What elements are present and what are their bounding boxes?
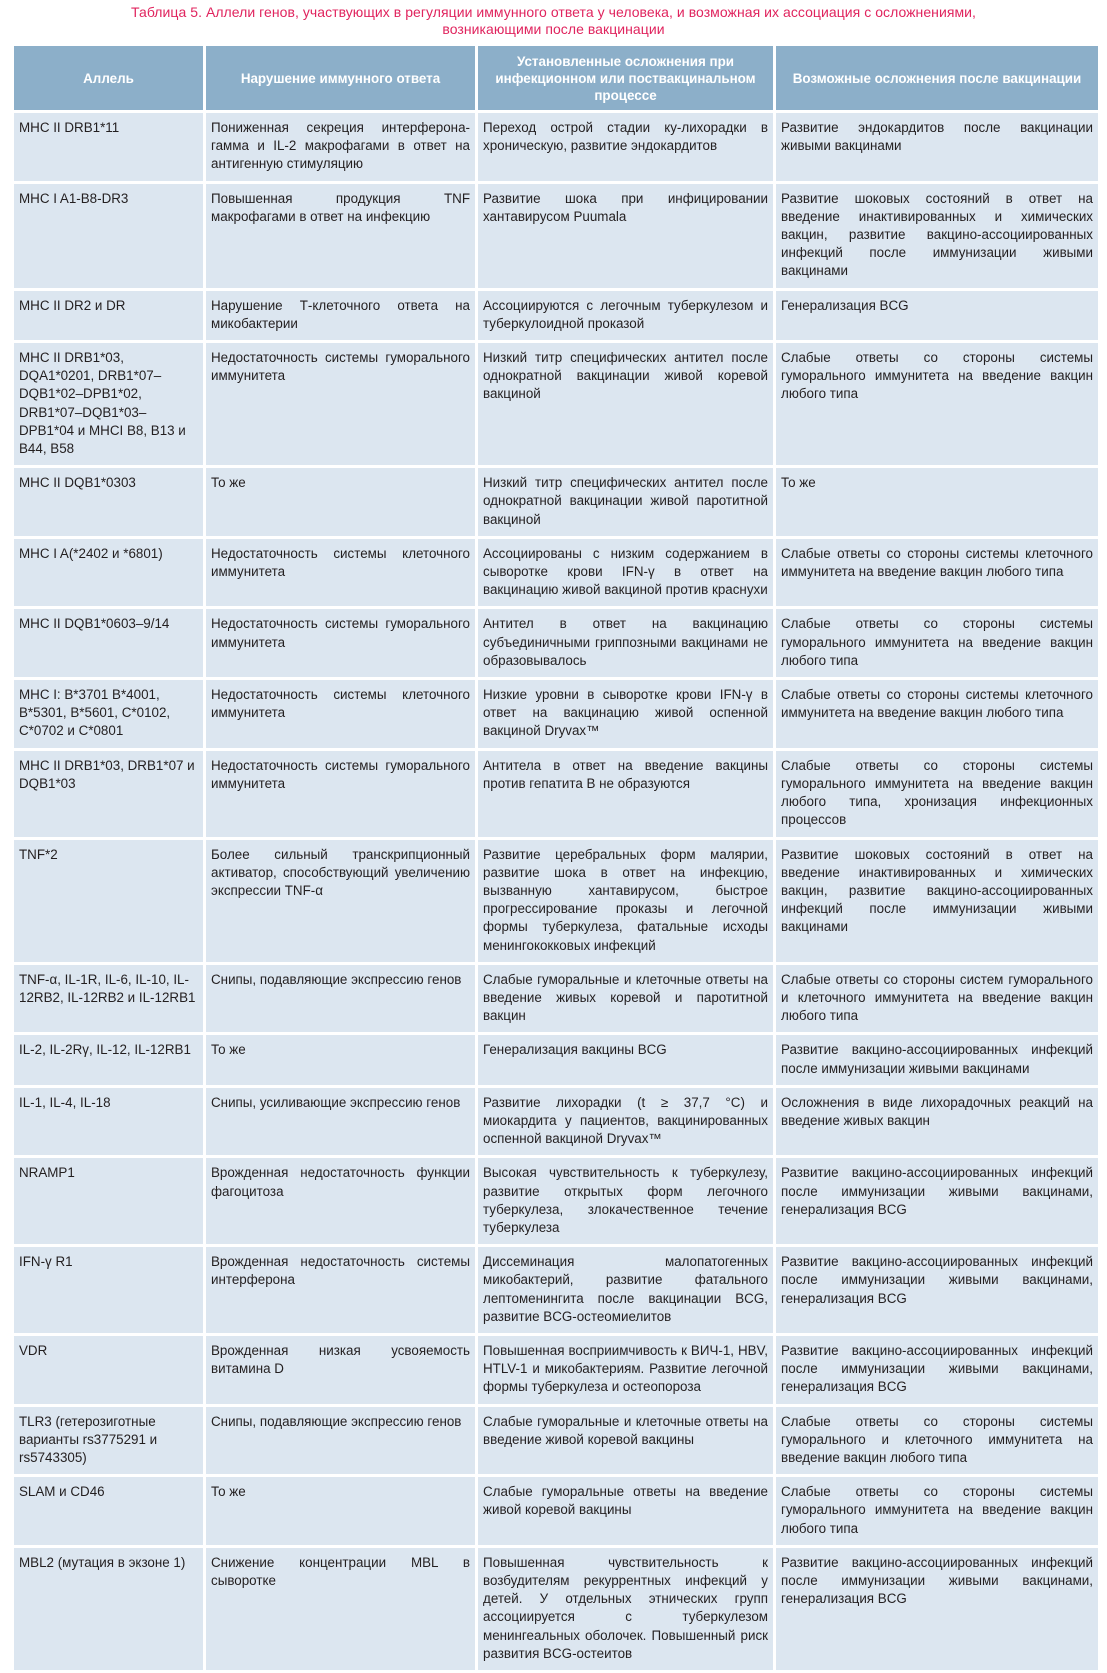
cell-allele: IL-2, IL-2Rγ, IL-12, IL-12RB1 <box>14 1035 203 1084</box>
cell-established: Слабые гуморальные и клеточные ответы на введение живых коревой и паротитной вакцин <box>478 965 773 1033</box>
cell-allele: MHC I A1-B8-DR3 <box>14 184 203 288</box>
cell-allele: TLR3 (гетерозиготные варианты rs3775291 и rs5743305) <box>14 1407 203 1475</box>
cell-established: Повышенная чувствительность к возбудителям рекуррентных инфекций у детей. У отдельных этнических групп ассоциируется с туберкулезом менингеальных оболочек. Повышенный риск развития BCG-остеитов <box>478 1548 773 1670</box>
cell-disorder: Врожденная недостаточность системы интерферона <box>206 1247 475 1333</box>
cell-disorder: Повышенная продукция TNF макрофагами в ответ на инфекцию <box>206 184 475 288</box>
header-possible-complications: Возможные осложнения после вакцинации <box>776 46 1098 110</box>
cell-possible: Осложнения в виде лихорадочных реакций на введение живых вакцин <box>776 1088 1098 1156</box>
caption-line-1: Таблица 5. Аллели генов, участвующих в регуляции иммунного ответа у человека, и возможная их ассоциация с осложнениями, <box>131 4 976 20</box>
alleles-table <box>11 43 1101 1673</box>
cell-disorder: Снипы, подавляющие экспрессию генов <box>206 965 475 1033</box>
cell-established: Развитие церебральных форм малярии, развитие шока в ответ на инфекцию, вызванную хантавирусом, быстрое прогрессирование проказы и легочной формы туберкулеза, фатальные исходы менингококковых инфекций <box>478 840 773 962</box>
cell-allele: NRAMP1 <box>14 1158 203 1244</box>
cell-possible: Развитие шоковых состояний в ответ на введение инактивированных и химических вакцин, развитие вакцино-ассоциированных инфекций после иммунизации живыми вакцинами <box>776 840 1098 962</box>
table-row <box>14 1088 1098 1156</box>
cell-established: Повышенная восприимчивость к ВИЧ-1, HBV, HTLV-1 и микобактериям. Развитие легочной формы туберкулеза и остеопороза <box>478 1336 773 1404</box>
cell-established: Слабые гуморальные ответы на введение живой коревой вакцины <box>478 1477 773 1545</box>
table-row <box>14 1247 1098 1333</box>
table-row <box>14 680 1098 748</box>
cell-disorder: Недостаточность системы гуморального иммунитета <box>206 751 475 837</box>
cell-disorder: Врожденная недостаточность функции фагоцитоза <box>206 1158 475 1244</box>
cell-possible: Слабые ответы со стороны системы клеточного иммунитета на введение вакцин любого типа <box>776 539 1098 607</box>
table-row <box>14 113 1098 181</box>
cell-allele: MHC II DQB1*0303 <box>14 468 203 536</box>
caption-line-2: возникающими после вакцинации <box>442 21 665 37</box>
cell-established: Диссеминация малопатогенных микобактерий, развитие фатального лептоменингита после вакцинации BCG, развитие BCG-остеомиелитов <box>478 1247 773 1333</box>
cell-possible: Развитие вакцино-ассоциированных инфекций после иммунизации живыми вакцинами, генерализация BCG <box>776 1158 1098 1244</box>
table-caption <box>0 4 1107 38</box>
alleles-table-container <box>14 46 1098 1673</box>
cell-allele: TNF*2 <box>14 840 203 962</box>
cell-possible: Развитие эндокардитов после вакцинации живыми вакцинами <box>776 113 1098 181</box>
cell-possible: Развитие вакцино-ассоциированных инфекций после иммунизации живыми вакцинами, генерализация BCG <box>776 1247 1098 1333</box>
cell-allele: MHC I: B*3701 B*4001, B*5301, B*5601, C*0102, C*0702 и C*0801 <box>14 680 203 748</box>
cell-disorder: Пониженная секреция интерферона-гамма и IL-2 макрофагами в ответ на антигенную стимуляцию <box>206 113 475 181</box>
cell-possible: Слабые ответы со стороны системы гуморального иммунитета на введение вакцин любого типа <box>776 609 1098 677</box>
table-row <box>14 1336 1098 1404</box>
cell-disorder: Недостаточность системы клеточного иммунитета <box>206 539 475 607</box>
cell-possible: Развитие вакцино-ассоциированных инфекций после иммунизации живыми вакцинами <box>776 1035 1098 1084</box>
cell-established: Развитие шока при инфицировании хантавирусом Puumala <box>478 184 773 288</box>
cell-possible: Слабые ответы со стороны системы гуморального иммунитета на введение вакцин любого типа, хронизация инфекционных процессов <box>776 751 1098 837</box>
cell-disorder: То же <box>206 1477 475 1545</box>
table-row <box>14 539 1098 607</box>
cell-disorder: Недостаточность системы гуморального иммунитета <box>206 609 475 677</box>
table-row <box>14 1407 1098 1475</box>
table-row <box>14 965 1098 1033</box>
table-row <box>14 840 1098 962</box>
cell-possible: Слабые ответы со стороны системы клеточного иммунитета на введение вакцин любого типа <box>776 680 1098 748</box>
table-row <box>14 1158 1098 1244</box>
cell-disorder: Снипы, подавляющие экспрессию генов <box>206 1407 475 1475</box>
cell-possible: Развитие вакцино-ассоциированных инфекций после иммунизации живыми вакцинами, генерализация BCG <box>776 1548 1098 1670</box>
cell-possible: То же <box>776 468 1098 536</box>
cell-disorder: Более сильный транскрипционный активатор, способствующий увеличению экспрессии TNF-α <box>206 840 475 962</box>
cell-allele: IFN-γ R1 <box>14 1247 203 1333</box>
cell-established: Высокая чувствительность к туберкулезу, развитие открытых форм легочного туберкулеза, злокачественное течение туберкулеза <box>478 1158 773 1244</box>
cell-established: Низкий титр специфических антител после однократной вакцинации живой паротитной вакциной <box>478 468 773 536</box>
table-row <box>14 1035 1098 1084</box>
cell-established: Развитие лихорадки (t ≥ 37,7 °С) и миокардита у пациентов, вакцинированных оспенной вакциной Dryvax™ <box>478 1088 773 1156</box>
cell-disorder: Снижение концентрации MBL в сыворотке <box>206 1548 475 1670</box>
cell-established: Генерализация вакцины BCG <box>478 1035 773 1084</box>
cell-established: Слабые гуморальные и клеточные ответы на введение живой коревой вакцины <box>478 1407 773 1475</box>
table-row <box>14 609 1098 677</box>
cell-possible: Развитие вакцино-ассоциированных инфекций после иммунизации живыми вакцинами, генерализация BCG <box>776 1336 1098 1404</box>
cell-allele: MHC I A(*2402 и *6801) <box>14 539 203 607</box>
cell-established: Низкий титр специфических антител после однократной вакцинации живой коревой вакциной <box>478 343 773 465</box>
cell-established: Переход острой стадии ку-лихорадки в хроническую, развитие эндокардитов <box>478 113 773 181</box>
cell-established: Низкие уровни в сыворотке крови IFN-γ в ответ на вакцинацию живой оспенной вакциной Dryvax™ <box>478 680 773 748</box>
cell-established: Антител в ответ на вакцинацию субъединичными гриппозными вакцинами не образовывалось <box>478 609 773 677</box>
header-allele: Аллель <box>14 46 203 110</box>
cell-disorder: Недостаточность системы гуморального иммунитета <box>206 343 475 465</box>
cell-disorder: Снипы, усиливающие экспрессию генов <box>206 1088 475 1156</box>
table-row <box>14 751 1098 837</box>
table-row <box>14 291 1098 340</box>
table-row <box>14 1477 1098 1545</box>
cell-possible: Слабые ответы со стороны системы гуморального иммунитета на введение вакцин любого типа <box>776 1477 1098 1545</box>
cell-possible: Слабые ответы со стороны системы гуморального иммунитета на введение вакцин любого типа <box>776 343 1098 465</box>
cell-disorder: То же <box>206 1035 475 1084</box>
table-header-row <box>14 46 1098 110</box>
cell-possible: Развитие шоковых состояний в ответ на введение инактивированных и химических вакцин, развитие вакцино-ассоциированных инфекций после иммунизации живыми вакцинами <box>776 184 1098 288</box>
table-row <box>14 184 1098 288</box>
cell-disorder: Нарушение Т-клеточного ответа на микобактерии <box>206 291 475 340</box>
header-immune-disorder: Нарушение иммунного ответа <box>206 46 475 110</box>
header-established-complications: Установленные осложнения при инфекционном или поствакцинальном процессе <box>478 46 773 110</box>
cell-established: Ассоциированы с низким содержанием в сыворотке крови IFN-γ в ответ на вакцинацию живой вакциной против краснухи <box>478 539 773 607</box>
table-body <box>14 113 1098 1670</box>
cell-allele: MBL2 (мутация в экзоне 1) <box>14 1548 203 1670</box>
cell-established: Ассоциируются с легочным туберкулезом и туберкулоидной проказой <box>478 291 773 340</box>
cell-allele: SLAM и CD46 <box>14 1477 203 1545</box>
cell-allele: VDR <box>14 1336 203 1404</box>
cell-allele: MHC II DRB1*03, DRB1*07 и DQB1*03 <box>14 751 203 837</box>
cell-allele: IL-1, IL-4, IL-18 <box>14 1088 203 1156</box>
cell-possible: Слабые ответы со стороны системы гуморального и клеточного иммунитета на введение вакцин любого типа <box>776 1407 1098 1475</box>
cell-allele: MHC II DR2 и DR <box>14 291 203 340</box>
table-row <box>14 343 1098 465</box>
cell-possible: Слабые ответы со стороны систем гуморального и клеточного иммунитета на введение вакцин любого типа <box>776 965 1098 1033</box>
cell-allele: MHC II DRB1*11 <box>14 113 203 181</box>
cell-disorder: То же <box>206 468 475 536</box>
cell-possible: Генерализация BCG <box>776 291 1098 340</box>
table-row <box>14 468 1098 536</box>
cell-established: Антитела в ответ на введение вакцины против гепатита В не образуются <box>478 751 773 837</box>
cell-disorder: Недостаточность системы клеточного иммунитета <box>206 680 475 748</box>
cell-disorder: Врожденная низкая усвояемость витамина D <box>206 1336 475 1404</box>
cell-allele: TNF-α, IL-1R, IL-6, IL-10, IL-12RB2, IL-12RB2 и IL-12RB1 <box>14 965 203 1033</box>
cell-allele: MHC II DQB1*0603–9/14 <box>14 609 203 677</box>
cell-allele: MHC II DRB1*03, DQA1*0201, DRB1*07–DQB1*02–DPB1*02, DRB1*07–DQB1*03–DPB1*04 и MHCI B8, B13 и B44, B58 <box>14 343 203 465</box>
table-row <box>14 1548 1098 1670</box>
